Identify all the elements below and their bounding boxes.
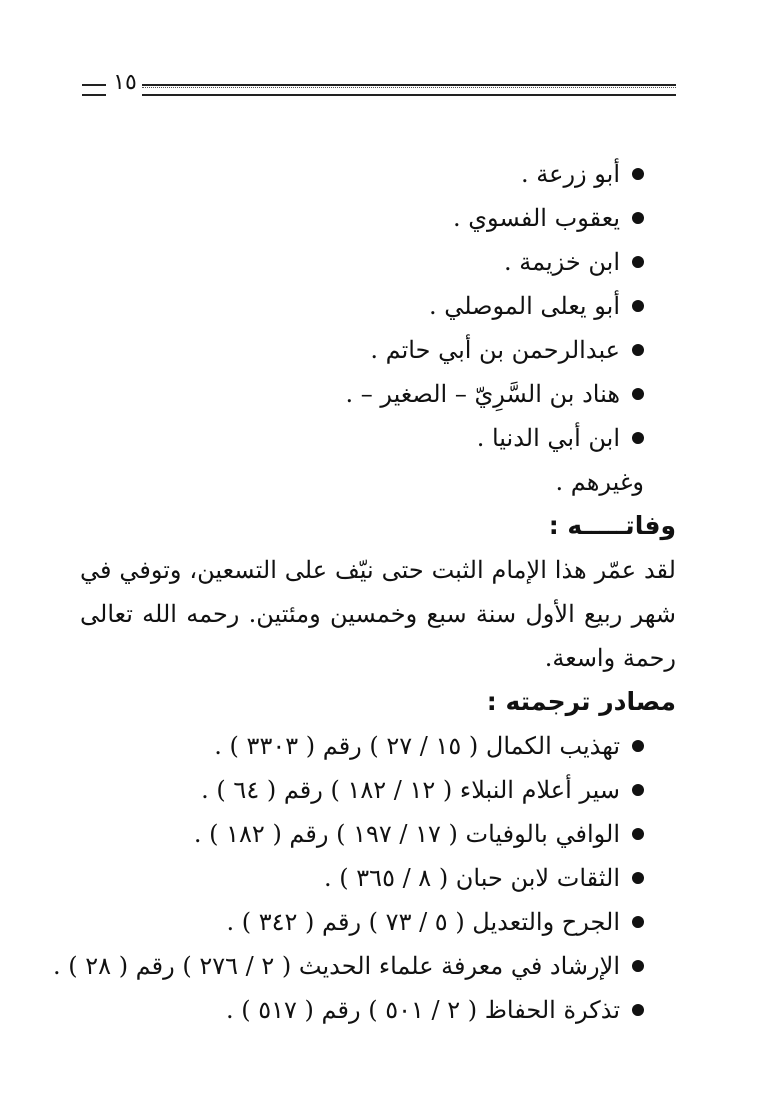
list-item: الإرشاد في معرفة علماء الحديث ( ٢ / ٢٧٦ ) رقم ( ٢٨ ) .	[80, 944, 676, 988]
list-item: عبدالرحمن بن أبي حاتم .	[80, 328, 676, 372]
list-item: الوافي بالوفيات ( ١٧ / ١٩٧ ) رقم ( ١٨٢ ) .	[80, 812, 676, 856]
bullet-icon	[632, 432, 644, 444]
page-number: ١٥	[113, 70, 137, 95]
death-heading: وفاتـــــه :	[548, 511, 676, 540]
list-item: يعقوب الفسوي .	[80, 196, 676, 240]
list-item: ابن أبي الدنيا .	[80, 416, 676, 460]
bullet-icon	[632, 256, 644, 268]
bullet-icon	[632, 784, 644, 796]
bullet-icon	[632, 1004, 644, 1016]
students-list	[80, 152, 676, 460]
header-rule-left	[82, 84, 106, 96]
bullet-icon	[632, 872, 644, 884]
list-item: الثقات لابن حبان ( ٨ / ٣٦٥ ) .	[80, 856, 676, 900]
list-item: تهذيب الكمال ( ١٥ / ٢٧ ) رقم ( ٣٣٠٣ ) .	[80, 724, 676, 768]
bullet-icon	[632, 168, 644, 180]
bullet-icon	[632, 960, 644, 972]
list-item: ابن خزيمة .	[80, 240, 676, 284]
death-paragraph: لقد عمّر هذا الإمام الثبت حتى نيّف على التسعين، وتوفي في شهر ربيع الأول سنة سبع وخمسين ومئتين. رحمه الله تعالى رحمة واسعة.	[80, 556, 676, 672]
bullet-icon	[632, 300, 644, 312]
bullet-icon	[632, 828, 644, 840]
bullet-icon	[632, 916, 644, 928]
list-item: سير أعلام النبلاء ( ١٢ / ١٨٢ ) رقم ( ٦٤ ) .	[80, 768, 676, 812]
bullet-icon	[632, 388, 644, 400]
list-item: أبو يعلى الموصلي .	[80, 284, 676, 328]
and-others-text: وغيرهم .	[555, 468, 644, 496]
sources-list	[53, 724, 676, 1032]
bullet-icon	[632, 344, 644, 356]
page-header	[82, 70, 676, 100]
bullet-icon	[632, 212, 644, 224]
list-item: هناد بن السَّرِيّ – الصغير – .	[80, 372, 676, 416]
list-item: أبو زرعة .	[80, 152, 676, 196]
bullet-icon	[632, 740, 644, 752]
sources-heading: مصادر ترجمته :	[486, 687, 676, 716]
header-rule-right	[142, 84, 676, 96]
list-item: تذكرة الحفاظ ( ٢ / ٥٠١ ) رقم ( ٥١٧ ) .	[80, 988, 676, 1032]
page-body	[53, 152, 676, 1032]
list-item: الجرح والتعديل ( ٥ / ٧٣ ) رقم ( ٣٤٢ ) .	[80, 900, 676, 944]
